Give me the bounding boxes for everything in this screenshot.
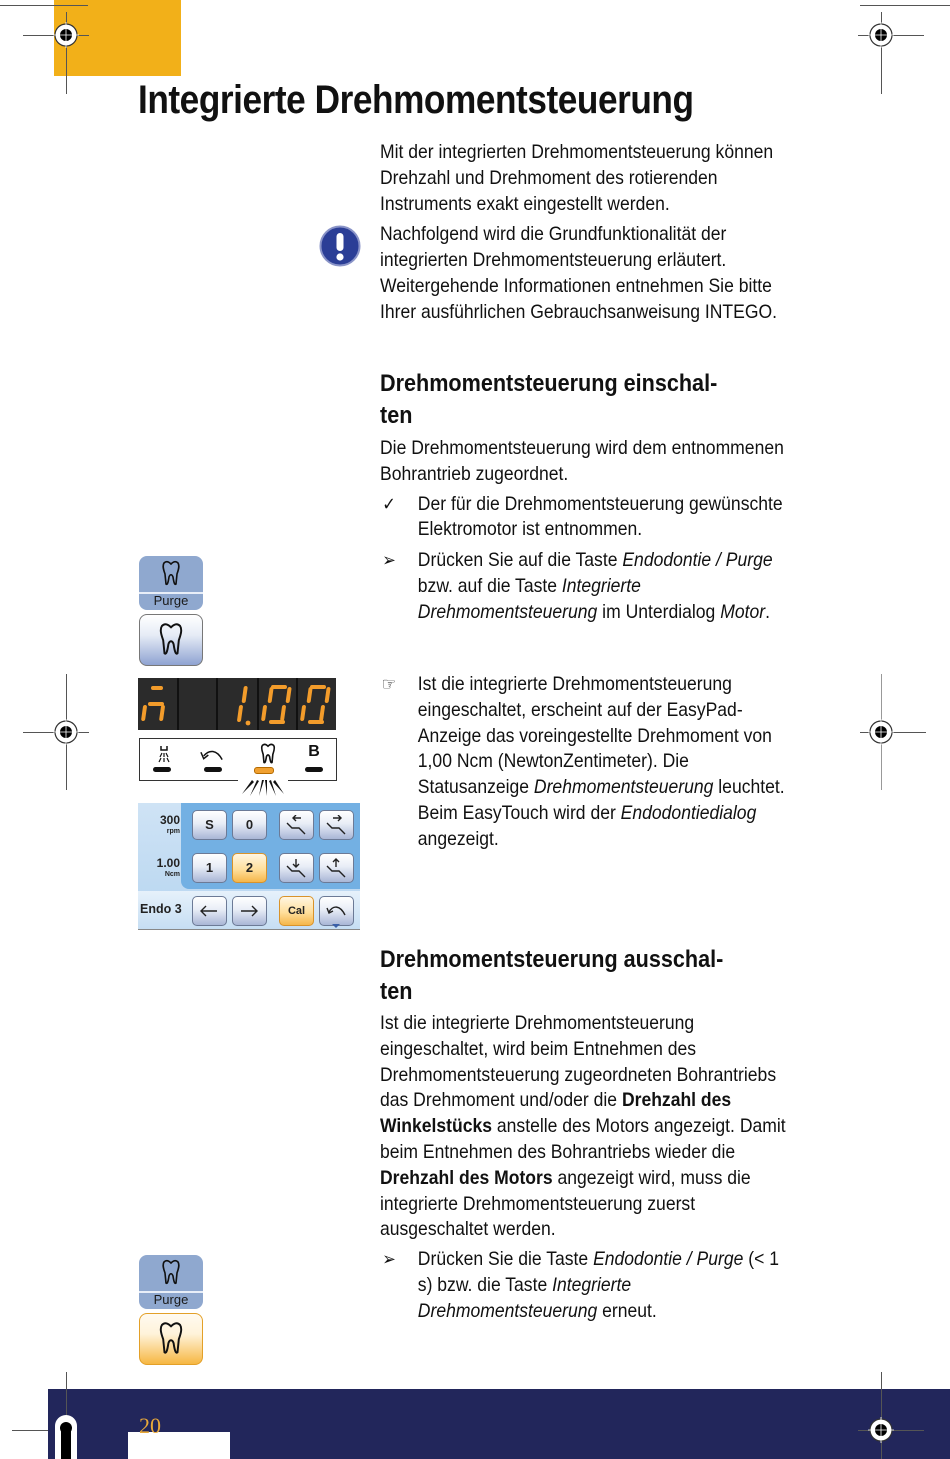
precondition-text: Der für die Drehmomentsteuerung gewünschte Elektromotor ist entnommen.	[417, 492, 783, 541]
key-name-torque-control: Integrierte Drehmomentsteuerung	[417, 574, 641, 623]
intro-paragraph: Mit der integrierten Drehmomentsteuerung können Drehzahl und Drehmoment des rotierenden Instruments exakt eingestellt werden.	[380, 141, 774, 215]
display-digit	[138, 678, 179, 730]
registration-mark-icon	[868, 719, 894, 745]
action-text: erneut.	[597, 1299, 657, 1322]
page-title: Integrierte Drehmomentsteuerung	[138, 78, 694, 122]
enable-paragraph: Die Drehmomentsteuerung wird dem entnommenen Bohrantrieb zugeordnet.	[380, 437, 784, 485]
page-number: 20	[139, 1413, 161, 1438]
torque-unit: Ncm	[164, 871, 180, 878]
tooth-icon	[139, 1259, 203, 1290]
key-name-endo-purge: Endodontie / Purge	[593, 1248, 744, 1271]
status-led-b	[305, 767, 323, 772]
action-text: Drücken Sie auf die Taste	[417, 549, 623, 572]
tooth-icon	[158, 622, 184, 656]
precondition-item	[380, 492, 794, 544]
key-0[interactable]: 0	[232, 810, 267, 840]
arrow-right-icon	[238, 901, 260, 921]
heading-line: ten	[380, 978, 413, 1005]
section-disable	[380, 944, 800, 1325]
purge-label: Purge	[153, 593, 189, 608]
chair-tilt-forward-icon	[325, 815, 347, 835]
action-text: bzw. auf die Taste	[417, 574, 562, 597]
status-indicator-name: Drehmomentsteuerung	[533, 776, 714, 799]
chair-tilt-back-icon	[285, 815, 307, 835]
display-digit	[298, 678, 336, 730]
tooth-icon	[256, 743, 280, 764]
dialog-name-motor: Motor	[720, 600, 766, 623]
key-name-torque-control: Integrierte Drehmomentsteuerung	[417, 1273, 632, 1322]
display-digit	[179, 678, 218, 730]
chair-up-icon	[325, 858, 347, 878]
result-item-body	[380, 672, 794, 853]
chair-down-button[interactable]	[279, 853, 314, 883]
section-heading-enable	[380, 368, 794, 432]
endo-purge-button[interactable]	[139, 1255, 203, 1309]
glow-rays-icon	[238, 778, 288, 796]
registration-mark-icon	[53, 22, 79, 48]
tooth-icon	[158, 1321, 184, 1355]
key-s[interactable]: S	[192, 810, 227, 840]
result-hand-icon: ☞	[381, 674, 397, 694]
speed-unit: rpm	[166, 828, 180, 835]
torque-control-button-active[interactable]	[139, 1313, 203, 1365]
key-name-endo-purge: Endodontie / Purge	[622, 549, 773, 572]
program-label: Endo 3	[140, 902, 182, 916]
speed-readout	[140, 814, 180, 838]
arrow-bullet-icon: ➢	[382, 550, 396, 571]
chair-up-button[interactable]	[319, 853, 354, 883]
chair-down-icon	[285, 858, 307, 878]
heading-line: Drehmomentsteuerung einschal-	[380, 370, 718, 397]
intro-section	[380, 140, 800, 326]
section-heading-disable	[380, 944, 794, 1008]
action-text: im Unterdialog	[597, 600, 721, 623]
status-led-spray	[153, 767, 171, 772]
disable-paragraph	[380, 1011, 794, 1243]
action-text: .	[765, 600, 770, 623]
result-text: Ist die integrierte Drehmomentsteuerung eingeschaltet, erscheint auf der EasyPad-Anzeige das voreingestellte Drehmoment von 1,00 Ncm (NewtonZentimeter). Die Statusanzeige	[417, 673, 772, 799]
purge-label: Purge	[153, 1292, 189, 1307]
status-led-reverse	[204, 767, 222, 772]
checkmark-icon: ✓	[382, 493, 396, 514]
paragraph-text: anstelle des Motors angezeigt. Damit beim Entnehmen des Bohrantriebs wieder die	[380, 1115, 786, 1163]
registration-mark-icon	[868, 22, 894, 48]
torque-value: 1.00	[156, 856, 180, 870]
dialog-name-endo: Endodontiedialog	[620, 801, 757, 824]
status-led-torque-active	[254, 767, 274, 774]
torque-control-button[interactable]	[139, 614, 203, 666]
exclamation-circle-icon	[319, 225, 361, 267]
reverse-rotation-button[interactable]	[319, 896, 354, 926]
result-text: angezeigt.	[417, 827, 499, 850]
torque-readout	[140, 857, 180, 881]
section-enable	[380, 368, 800, 626]
display-digit	[218, 678, 258, 730]
previous-button[interactable]	[192, 896, 227, 926]
crop-line	[12, 1430, 48, 1431]
speed-value: 300	[159, 813, 180, 827]
heading-line: Drehmomentsteuerung ausschal-	[380, 946, 724, 973]
easytouch-endo-dialog	[138, 803, 360, 930]
status-indicator-panel	[139, 738, 337, 781]
result-item	[380, 672, 800, 853]
chair-back-up-button[interactable]	[279, 810, 314, 840]
action-text: Drücken Sie die Taste	[417, 1248, 594, 1271]
chair-back-down-button[interactable]	[319, 810, 354, 840]
action-item	[380, 548, 794, 625]
registration-mark-icon	[53, 719, 79, 745]
key-1[interactable]: 1	[192, 853, 227, 883]
endo-purge-button[interactable]	[139, 556, 203, 610]
action-text: (< 1 s) bzw. die Taste	[417, 1248, 779, 1296]
crop-line	[0, 5, 88, 6]
note-paragraph: Nachfolgend wird die Grundfunktionalität der integrierten Drehmomentsteuerung erläutert. Weitergehende Informationen entnehmen Sie bitte Ihrer ausführlichen Gebrauchsanweisung INTEGO.	[380, 223, 778, 323]
result-text: leuchtet. Beim EasyTouch wird der	[417, 776, 785, 824]
paragraph-text: angezeigt wird, muss die integrierte Drehmomentsteuerung zuerst ausgeschaltet werden.	[380, 1166, 751, 1241]
reverse-rotation-icon	[325, 901, 347, 921]
next-button[interactable]	[232, 896, 267, 926]
paragraph-text: Ist die integrierte Drehmomentsteuerung eingeschaltet, wird beim Entnehmen des Drehmomentsteuerung zugeordneten Bohrantriebs das Drehmoment und/oder die	[380, 1012, 777, 1112]
registration-mark-icon	[868, 1417, 894, 1443]
arrow-bullet-icon: ➢	[382, 1249, 396, 1270]
disable-action-item	[380, 1247, 794, 1324]
heading-line: ten	[380, 402, 413, 429]
display-digit	[259, 678, 298, 730]
scroll-down-indicator-icon[interactable]	[332, 924, 340, 928]
tooth-icon	[139, 560, 203, 591]
key-2-selected[interactable]: 2	[232, 853, 267, 883]
arrow-left-icon	[198, 901, 220, 921]
crop-line	[881, 1372, 882, 1459]
spray-icon	[152, 745, 176, 763]
b-indicator-label: B	[308, 743, 320, 760]
registration-mark-icon	[53, 1412, 79, 1459]
reverse-rotation-icon	[200, 747, 224, 763]
cal-button[interactable]: Cal	[279, 896, 314, 926]
easypad-display	[138, 678, 336, 730]
emphasis-text: Drehzahl des Motors	[380, 1166, 553, 1189]
emphasis-text: Drehzahl des Winkelstücks	[380, 1089, 732, 1138]
crop-line	[860, 5, 950, 6]
